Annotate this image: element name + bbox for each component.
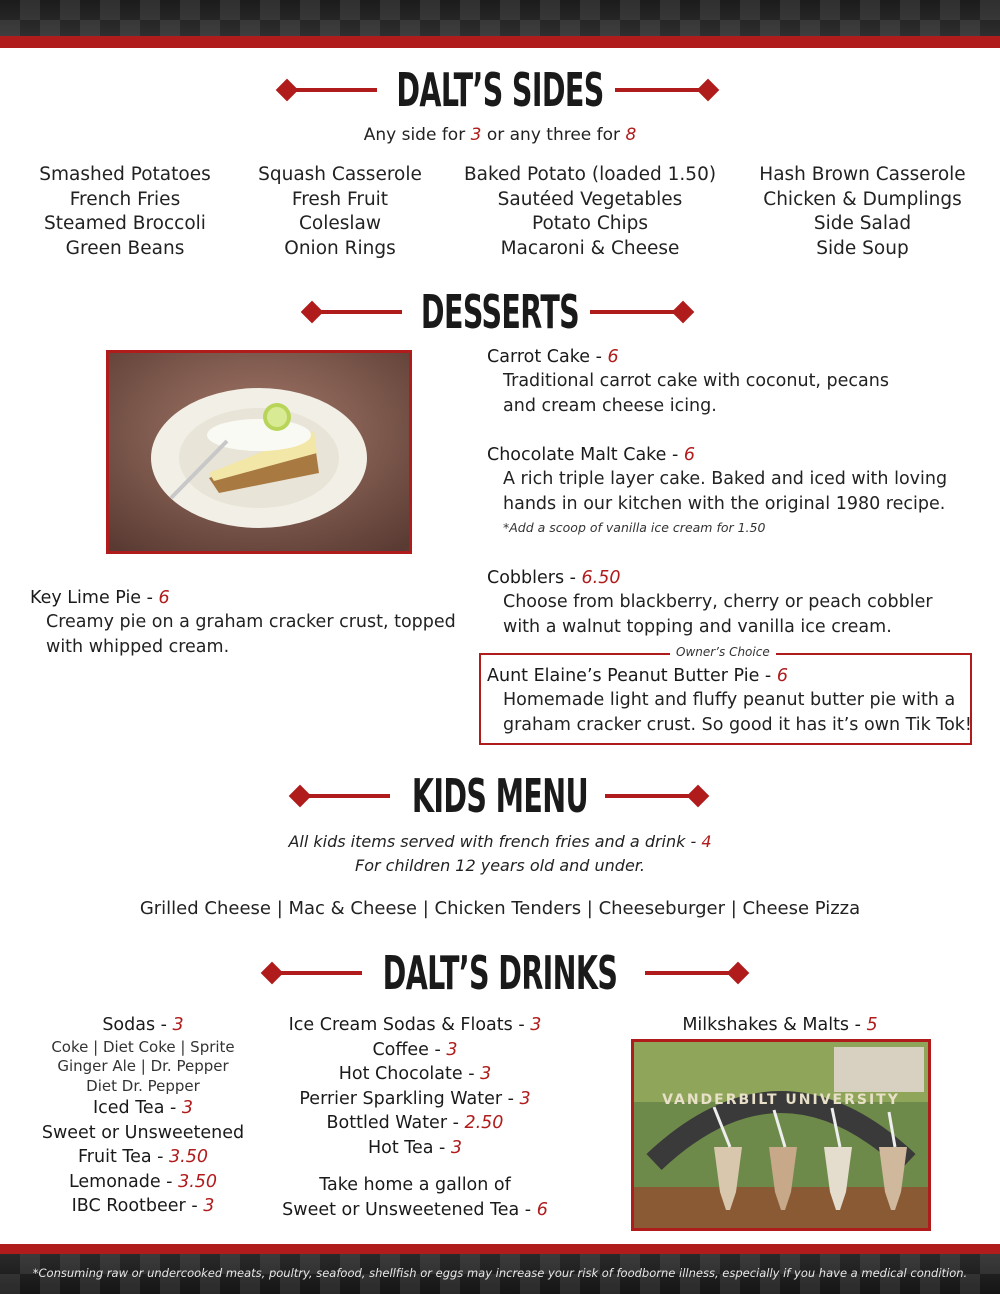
drinks-column-middle xyxy=(270,1013,560,1222)
soda-list: Ginger Ale | Dr. Pepper xyxy=(57,1057,229,1075)
side-item: Steamed Broccoli xyxy=(44,213,206,234)
drink-hot-chocolate: Hot Chocolate - 3 xyxy=(338,1064,492,1084)
drinks-column-left xyxy=(18,1013,268,1219)
side-item: French Fries xyxy=(69,188,181,210)
drink-sodas: Sodas - 3 xyxy=(102,1015,184,1035)
kids-section-header xyxy=(0,766,1000,826)
side-item: Baked Potato (loaded 1.50) xyxy=(463,164,717,185)
kids-title: KIDS MENU xyxy=(411,769,589,823)
sides-title: DALT’S SIDES xyxy=(396,63,604,117)
drink-ice-cream-sodas: Ice Cream Sodas & Floats - 3 xyxy=(288,1015,542,1035)
drinks-title: DALT’S DRINKS xyxy=(382,946,618,1000)
sides-column-4 xyxy=(745,163,980,261)
side-three-price: 8 xyxy=(625,125,637,145)
kids-price: 4 xyxy=(701,832,712,851)
soda-list: Diet Dr. Pepper xyxy=(86,1076,200,1095)
soda-list: Coke | Diet Coke | Sprite xyxy=(51,1037,235,1056)
sides-section-header xyxy=(0,60,1000,120)
drink-lemonade: Lemonade - 3.50 xyxy=(68,1171,218,1192)
drink-bottled-water: Bottled Water - 2.50 xyxy=(326,1113,504,1133)
dessert-item-cobblers: Cobblers - 6.50 Choose from blackberry, cherry or peach cobbler with a walnut topping and vanilla ice cream. xyxy=(487,568,933,637)
right-divider-ornament xyxy=(615,82,720,98)
sides-column-1 xyxy=(25,163,225,261)
key-lime-pie-photo xyxy=(106,350,412,554)
drink-coffee: Coffee - 3 xyxy=(372,1039,458,1060)
drink-milkshakes: Milkshakes & Malts - 5 xyxy=(682,1015,878,1035)
bottom-red-stripe xyxy=(0,1244,1000,1254)
desserts-title: DESSERTS xyxy=(420,285,580,339)
owners-choice-label: Owner’s Choice xyxy=(670,645,776,659)
top-header-band xyxy=(0,0,1000,36)
kids-note: All kids items served with french fries and a drink - 4 xyxy=(288,832,712,851)
drink-iced-tea: Iced Tea - 3 xyxy=(92,1098,194,1118)
side-item: Side Salad xyxy=(813,213,912,234)
dessert-item-carrot-cake: Carrot Cake - 6 Traditional carrot cake with coconut, pecans and cream cheese icing. xyxy=(487,347,889,416)
dessert-item-key-lime-pie: Key Lime Pie - 6 Creamy pie on a graham cracker crust, topped with whipped cream. xyxy=(30,588,456,657)
drink-hot-tea: Hot Tea - 3 xyxy=(367,1137,463,1158)
right-divider-ornament xyxy=(590,304,695,320)
side-item: Fresh Fruit xyxy=(291,188,389,210)
side-item: Hash Brown Casserole xyxy=(759,164,966,185)
side-item: Macaroni & Cheese xyxy=(500,237,680,259)
gallon-offer-line2: Sweet or Unsweetened Tea - 6 xyxy=(282,1199,548,1220)
mural-lettering: VANDERBILT UNIVERSITY xyxy=(662,1092,900,1108)
side-item: Smashed Potatoes xyxy=(39,164,211,185)
side-single-price: 3 xyxy=(470,125,482,145)
pie-illustration xyxy=(109,353,409,551)
desserts-section-header xyxy=(0,282,1000,342)
drink-fruit-tea: Fruit Tea - 3.50 xyxy=(78,1147,208,1167)
sides-pricing-note: Any side for 3 or any three for 8 xyxy=(363,125,637,145)
side-item: Sautéed Vegetables xyxy=(497,188,683,210)
drinks-section-header xyxy=(0,943,1000,1003)
gallon-offer-line1: Take home a gallon of xyxy=(319,1175,511,1195)
food-safety-disclaimer: *Consuming raw or undercooked meats, poultry, seafood, shellfish or eggs may increase your risk of foodborne illness, especially if you have a medical condition. xyxy=(32,1266,968,1280)
side-item: Coleslaw xyxy=(298,213,381,234)
right-divider-ornament xyxy=(605,788,710,804)
drink-iced-tea-options: Sweet or Unsweetened xyxy=(41,1122,245,1143)
top-red-stripe xyxy=(0,36,1000,48)
dessert-item-peanut-butter-pie: Aunt Elaine’s Peanut Butter Pie - 6 Homemade light and fluffy peanut butter pie with a graham cracker crust. So good it has it’s own Tik Tok! xyxy=(487,666,972,735)
milkshake-illustration xyxy=(634,1042,928,1228)
side-item: Side Soup xyxy=(816,237,909,259)
drinks-column-right xyxy=(630,1013,930,1038)
side-item: Green Beans xyxy=(65,237,185,259)
sides-column-2 xyxy=(240,163,440,261)
side-item: Potato Chips xyxy=(531,213,649,234)
drink-perrier: Perrier Sparkling Water - 3 xyxy=(299,1088,531,1109)
milkshakes-photo xyxy=(631,1039,931,1231)
sides-column-3 xyxy=(460,163,720,261)
right-divider-ornament xyxy=(645,965,750,981)
dessert-item-chocolate-malt-cake: Chocolate Malt Cake - 6 A rich triple layer cake. Baked and iced with loving hands in our kitchen with the original 1980 recipe. *Add a scoop of vanilla ice cream for 1.50 xyxy=(487,443,987,535)
kids-items-line: Grilled Cheese | Mac & Cheese | Chicken Tenders | Cheeseburger | Cheese Pizza xyxy=(139,898,861,919)
side-item: Squash Casserole xyxy=(258,164,422,185)
side-item: Onion Rings xyxy=(284,237,396,259)
drink-ibc-rootbeer: IBC Rootbeer - 3 xyxy=(71,1196,215,1216)
side-item: Chicken & Dumplings xyxy=(763,188,962,210)
kids-age-note: For children 12 years old and under. xyxy=(355,856,645,875)
ice-cream-addon-note: *Add a scoop of vanilla ice cream for 1.50 xyxy=(503,520,766,535)
